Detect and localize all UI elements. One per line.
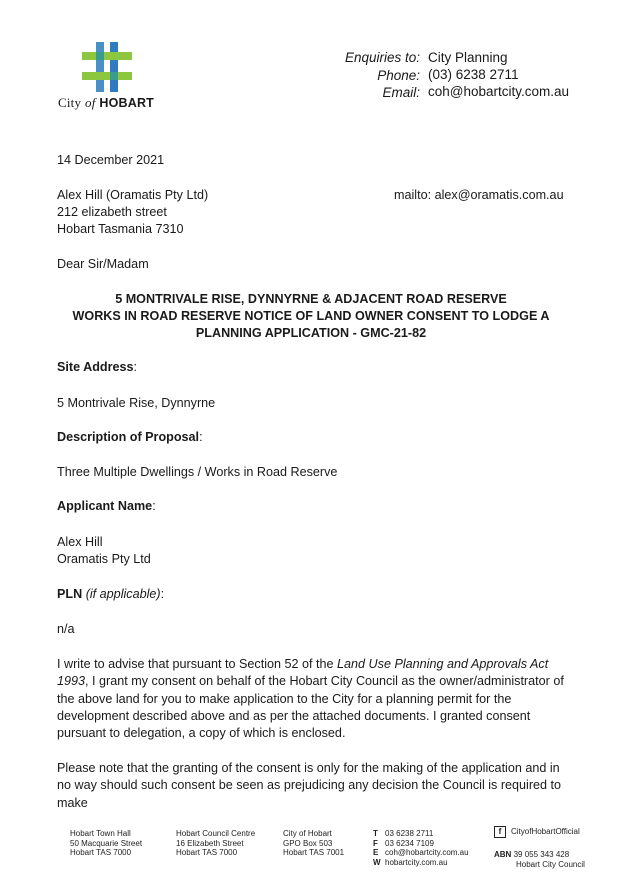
recipient-name: Alex Hill (Oramatis Pty Ltd) <box>57 188 209 202</box>
footer-postal-line: City of Hobart <box>283 829 332 838</box>
applicant-label: Applicant Name <box>57 499 153 513</box>
footer-council-centre-line: Hobart TAS 7000 <box>176 848 238 858</box>
contact-value[interactable]: hobartcity.com.au <box>385 857 448 867</box>
logo-wordmark <box>58 95 154 111</box>
proposal-value: Three Multiple Dwellings / Works in Road Reserve <box>57 465 338 479</box>
pln-heading: PLN (if applicable): <box>57 587 165 601</box>
letter-date: 14 December 2021 <box>57 153 165 167</box>
act-name: Land Use Planning and Approvals Act 1993 <box>57 657 549 689</box>
applicant-heading: Applicant Name: <box>57 499 156 513</box>
proposal-label: Description of Proposal <box>57 430 200 444</box>
contact-key: F <box>373 838 378 848</box>
footer-phone <box>373 829 469 839</box>
footer-postal <box>283 829 344 858</box>
applicant-value-2: Oramatis Pty Ltd <box>57 552 151 566</box>
pln-note: (if applicable) <box>85 587 161 601</box>
applicant-value-1: Alex Hill <box>57 535 103 549</box>
paragraph1-post: , I grant my consent on behalf of the Hobart City Council as the owner/administrator of the above land for you to make application to the City for a planning permit for the development described above and as per the attached documents. I granted consent pursuant to delegation, a copy of which is enclosed. <box>57 674 564 741</box>
note-paragraph: Please note that the granting of the consent is only for the making of the application and in no way should such consent be seen as prejudicing any decision the Council is required to make <box>57 761 562 810</box>
email-value[interactable]: coh@hobartcity.com.au <box>428 84 570 99</box>
phone-value: (03) 6238 2711 <box>428 67 519 82</box>
abn-value: 39 055 343 428 <box>513 850 570 859</box>
consent-paragraph <box>57 656 577 742</box>
footer-town-hall-line: Hobart TAS 7000 <box>70 848 132 858</box>
site-address-value: 5 Montrivale Rise, Dynnyrne <box>57 396 216 410</box>
site-address-heading: Site Address: <box>57 360 138 374</box>
footer-contacts <box>373 829 469 867</box>
contact-key: W <box>373 857 381 867</box>
footer-web <box>373 858 469 868</box>
recipient-street: 212 elizabeth street <box>57 205 167 219</box>
salutation: Dear Sir/Madam <box>57 257 149 271</box>
footer-council-centre <box>176 829 255 858</box>
city-of-hobart-logo <box>82 42 132 92</box>
contact-value[interactable]: coh@hobartcity.com.au <box>385 848 469 858</box>
footer-town-hall-line: 50 Macquarie Street <box>70 838 143 848</box>
enquiries-value: City Planning <box>428 50 508 65</box>
heading-line-2: WORKS IN ROAD RESERVE NOTICE OF LAND OWNER CONSENT TO LODGE A <box>72 309 550 323</box>
footer-facebook[interactable]: CityofHobartOfficial <box>511 827 580 836</box>
heading-line-3: PLANNING APPLICATION - GMC-21-82 <box>195 326 427 340</box>
logo-city: City <box>58 95 82 110</box>
facebook-icon: f <box>494 826 506 838</box>
enquiries-label: Enquiries to: <box>344 50 420 65</box>
heading-line-1: 5 MONTRIVALE RISE, DYNNYRNE & ADJACENT ROAD RESERVE <box>115 292 507 306</box>
contact-key: E <box>373 848 379 858</box>
footer-postal-line: Hobart TAS 7001 <box>283 848 345 858</box>
pln-label: PLN <box>57 587 83 601</box>
contact-key: T <box>373 829 378 838</box>
pln-value: n/a <box>57 622 75 636</box>
footer-email <box>373 848 469 858</box>
recipient-city: Hobart Tasmania 7310 <box>57 222 184 236</box>
email-label: Email: <box>382 85 420 100</box>
site-address-label: Site Address <box>57 360 134 374</box>
recipient-mailto[interactable]: mailto: alex@oramatis.com.au <box>394 188 564 202</box>
phone-label: Phone: <box>377 68 420 83</box>
footer-postal-line: GPO Box 503 <box>283 838 333 848</box>
letter-heading <box>40 291 582 342</box>
footer-town-hall-line: Hobart Town Hall <box>70 829 131 838</box>
footer-abn <box>494 850 569 860</box>
paragraph1-pre: I write to advise that pursuant to Section 52 of the <box>57 657 338 671</box>
footer-town-hall <box>70 829 142 858</box>
logo-of: of <box>85 95 96 110</box>
footer-council-centre-line: Hobart Council Centre <box>176 829 256 838</box>
footer-fax <box>373 839 469 849</box>
contact-value: 03 6234 7109 <box>385 838 434 848</box>
proposal-heading: Description of Proposal: <box>57 430 203 444</box>
logo-hobart: HOBART <box>99 96 155 110</box>
footer-abn-org: Hobart City Council <box>516 860 585 869</box>
footer-council-centre-line: 16 Elizabeth Street <box>176 838 244 848</box>
contact-value: 03 6238 2711 <box>385 829 434 838</box>
abn-label: ABN <box>494 850 512 859</box>
